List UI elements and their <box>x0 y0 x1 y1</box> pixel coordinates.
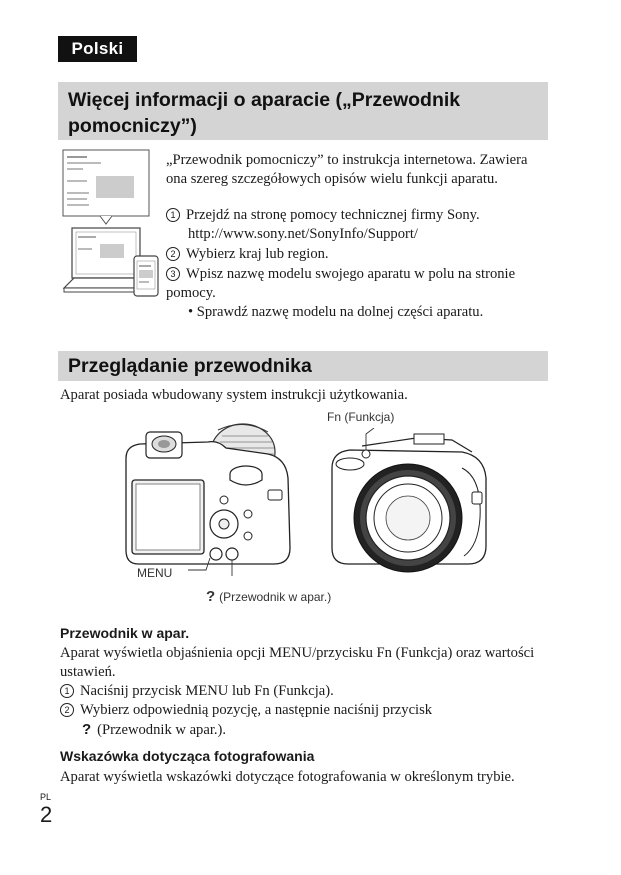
step-1-support-site: 1 Przejdź na stronę pomocy technicznej firmy Sony. <box>166 206 546 225</box>
step-number: 3 <box>166 267 180 281</box>
step-3-model-name: 3 Wpisz nazwę modelu swojego aparatu w polu na stronie pomocy. <box>166 266 516 301</box>
step-2-country: 2 Wybierz kraj lub region. <box>166 245 329 264</box>
support-url: http://www.sony.net/SonyInfo/Support/ <box>188 226 418 242</box>
subheading-in-camera-guide: Przewodnik w apar. <box>60 625 190 641</box>
camera-back-illustration <box>118 418 296 578</box>
guide-label: ? (Przewodnik w apar.) <box>206 588 332 605</box>
question-icon: ? <box>82 721 92 738</box>
guide-step-2: 2 Wybierz odpowiednią pozycję, a następnie naciśnij przycisk <box>60 701 432 720</box>
fn-label: Fn (Funkcja) <box>327 410 395 424</box>
step-number: 1 <box>60 684 74 698</box>
laptop-phone-illustration <box>60 148 168 300</box>
language-tab: Polski <box>58 36 137 62</box>
section1-intro: „Przewodnik pomocniczy” to instrukcja internetowa. Zawiera ona szereg szczegółowych opisów wielu funkcji aparatu. <box>166 152 528 187</box>
guide-step-1: 1 Naciśnij przycisk MENU lub Fn (Funkcja). <box>60 682 334 701</box>
step-number: 2 <box>166 247 180 261</box>
page-number: 2 <box>40 802 53 827</box>
footer-lang-code: PL <box>40 792 52 802</box>
question-icon: ? <box>206 588 216 605</box>
section2-intro: Aparat posiada wbudowany system instrukcji użytkowania. <box>60 387 408 403</box>
section-title-more-info: Więcej informacji o aparacie („Przewodnik pomocniczy”) <box>58 82 548 140</box>
subheading-shooting-tip: Wskazówka dotycząca fotografowania <box>60 748 315 764</box>
shooting-tip-text: Aparat wyświetla wskazówki dotyczące fotografowania w określonym trybie. <box>60 769 515 785</box>
section-title-browsing-guide: Przeglądanie przewodnika <box>58 351 548 381</box>
camera-front-illustration <box>322 428 494 576</box>
step-number: 1 <box>166 208 180 222</box>
menu-label: MENU <box>137 566 173 580</box>
step-3-bullet: • Sprawdź nazwę modelu na dolnej części aparatu. <box>188 304 484 320</box>
step-number: 2 <box>60 703 74 717</box>
guide-step-2-cont: ? (Przewodnik w apar.). <box>82 721 227 738</box>
in-camera-guide-text: Aparat wyświetla objaśnienia opcji MENU/przycisku Fn (Funkcja) oraz wartości ustawień. <box>60 645 535 680</box>
